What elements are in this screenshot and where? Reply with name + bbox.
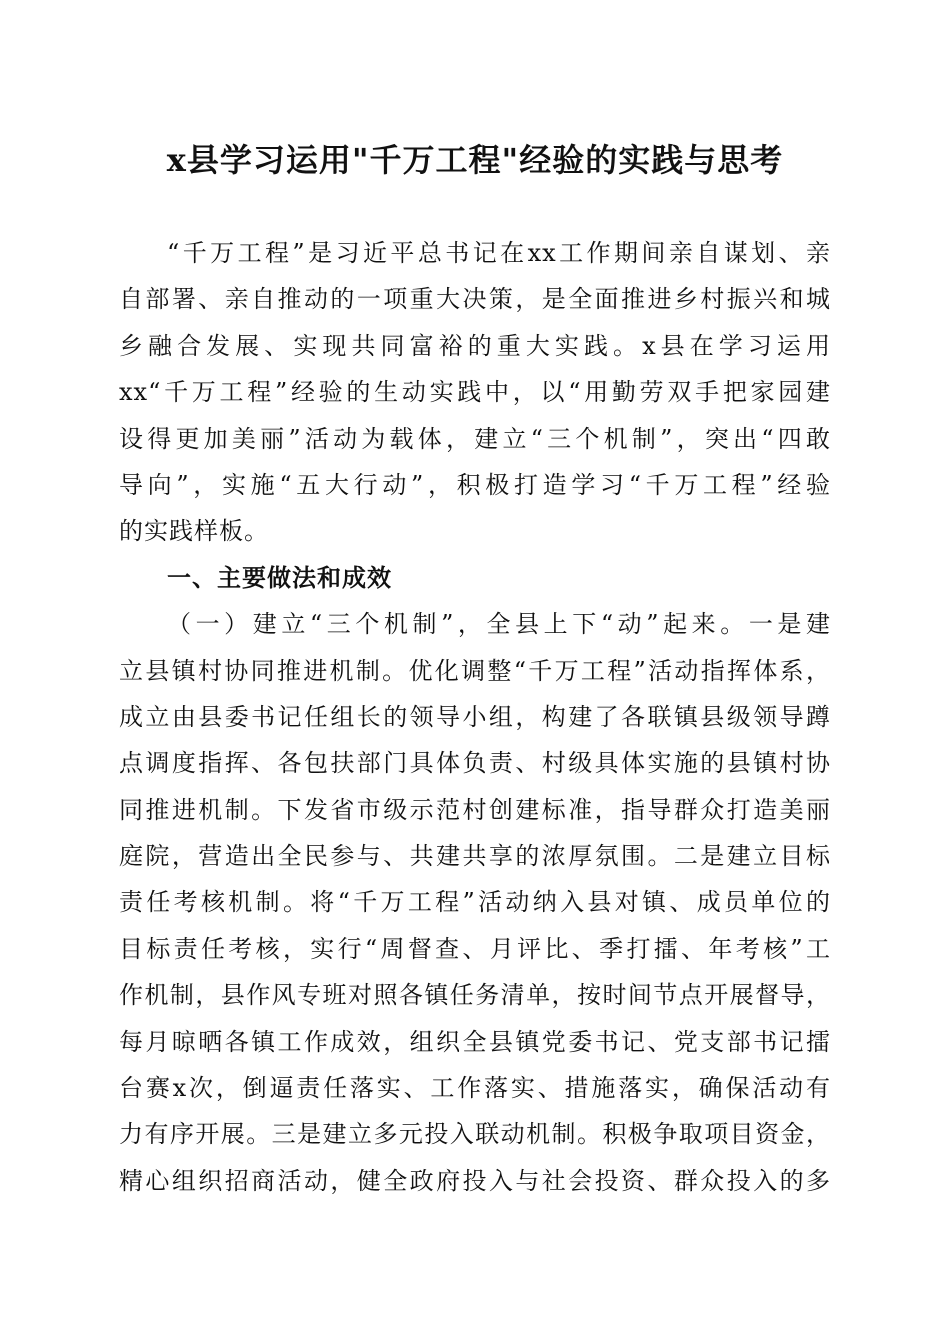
document-title: x县学习运用"千万工程"经验的实践与思考 xyxy=(166,141,784,179)
paragraph-line: 的实践样板。 xyxy=(119,517,269,546)
paragraph-line: 乡融合发展、实现共同富裕的重大实践。x县在学习运用 xyxy=(119,331,831,360)
paragraph-line: 作机制，县作风专班对照各镇任务清单，按时间节点开展督导， xyxy=(119,981,831,1010)
paragraph-line: 导向”，实施“五大行动”，积极打造学习“千万工程”经验 xyxy=(119,470,831,499)
paragraph-line: （一）建立“三个机制”，全县上下“动”起来。一是建 xyxy=(167,610,831,639)
paragraph-line: 责任考核机制。将“千万工程”活动纳入县对镇、成员单位的 xyxy=(119,888,831,917)
paragraph-line: xx“千万工程”经验的生动实践中，以“用勤劳双手把家园建 xyxy=(119,378,831,407)
paragraph-line: 目标责任考核，实行“周督查、月评比、季打擂、年考核”工 xyxy=(119,934,831,963)
paragraph-line: 力有序开展。三是建立多元投入联动机制。积极争取项目资金， xyxy=(119,1120,831,1149)
paragraph-line: 庭院，营造出全民参与、共建共享的浓厚氛围。二是建立目标 xyxy=(119,842,831,871)
paragraph-line: “千万工程”是习近平总书记在xx工作期间亲自谋划、亲 xyxy=(167,239,831,267)
section-heading: 一、主要做法和成效 xyxy=(167,563,392,592)
paragraph-line: 点调度指挥、各包扶部门具体负责、村级具体实施的县镇村协 xyxy=(119,749,831,778)
paragraph-line: 同推进机制。下发省市级示范村创建标准，指导群众打造美丽 xyxy=(119,795,831,824)
paragraph-line: 立县镇村协同推进机制。优化调整“千万工程”活动指挥体系， xyxy=(119,656,831,685)
paragraph-line: 精心组织招商活动，健全政府投入与社会投资、群众投入的多 xyxy=(119,1166,831,1195)
paragraph-line: 设得更加美丽”活动为载体，建立“三个机制”，突出“四敢 xyxy=(119,424,831,453)
paragraph-line: 自部署、亲自推动的一项重大决策，是全面推进乡村振兴和城 xyxy=(119,285,831,314)
paragraph-line: 台赛x次，倒逼责任落实、工作落实、措施落实，确保活动有 xyxy=(119,1074,831,1103)
paragraph-line: 每月晾晒各镇工作成效，组织全县镇党委书记、党支部书记擂 xyxy=(119,1027,831,1056)
document-body xyxy=(119,230,831,1204)
paragraph-line: 成立由县委书记任组长的领导小组，构建了各联镇县级领导蹲 xyxy=(119,702,831,731)
